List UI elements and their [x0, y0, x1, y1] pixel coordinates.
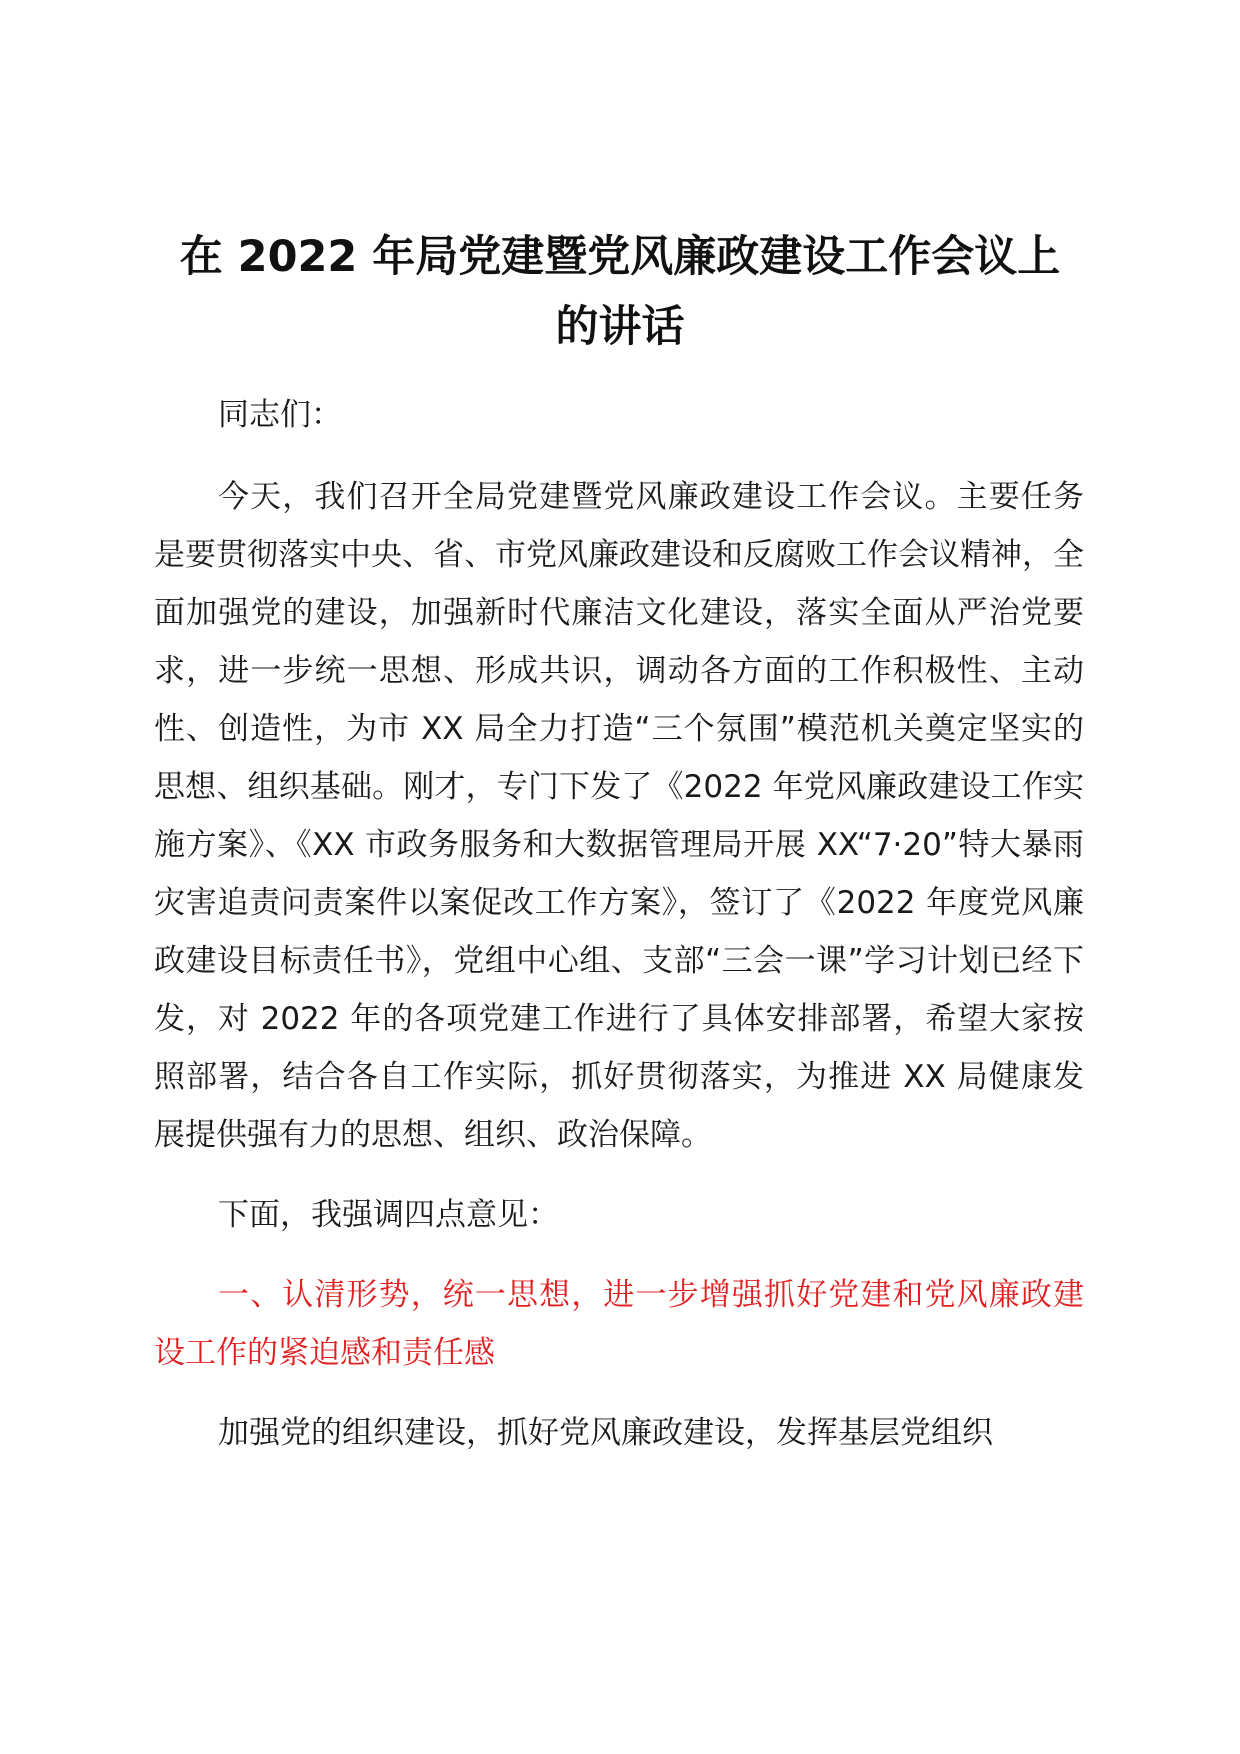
section-1-heading: 一、认清形势，统一思想，进一步增强抓好党建和党风廉政建设工作的紧迫感和责任感: [154, 1277, 1084, 1371]
intro-paragraph: 今天，我们召开全局党建暨党风廉政建设工作会议。主要任务是要贯彻落实中央、省、市党风廉政建设和反腐败工作会议精神，全面加强党的建设，加强新时代廉洁文化建设，落实全面从严治党要求，进一步统一思想、形成共识，调动各方面的工作积极性、主动性、创造性，为市 XX 局全力打造“三个氛围”模范机关奠定坚实的思想、组织基础。刚才，专门下发了《2022 年党风廉政建设工作实施方案》、《XX 市政务服务和大数据管理局开展 XX“7·20”特大暴雨灾害追责问责案件以案促改工作方案》，签订了《2022 年度党风廉政建设目标责任书》，党组中心组、支部“三会一课”学习计划已经下发，对 2022 年的各项党建工作进行了具体安排部署，希望大家按照部署，结合各自工作实际，抓好贯彻落实，为推进 XX 局健康发展提供强有力的思想、组织、政治保障。: [154, 479, 1084, 1153]
document-title: [150, 222, 1090, 362]
transition-paragraph: 下面，我强调四点意见：: [218, 1197, 559, 1233]
title-line-1: 在 2022 年局党建暨党风廉政建设工作会议上: [179, 232, 1061, 282]
title-line-2: 的讲话: [555, 302, 685, 352]
document-body: [154, 386, 1084, 1484]
section-1-body: 加强党的组织建设，抓好党风廉政建设，发挥基层党组织: [218, 1415, 993, 1451]
greeting: 同志们：: [218, 397, 342, 433]
